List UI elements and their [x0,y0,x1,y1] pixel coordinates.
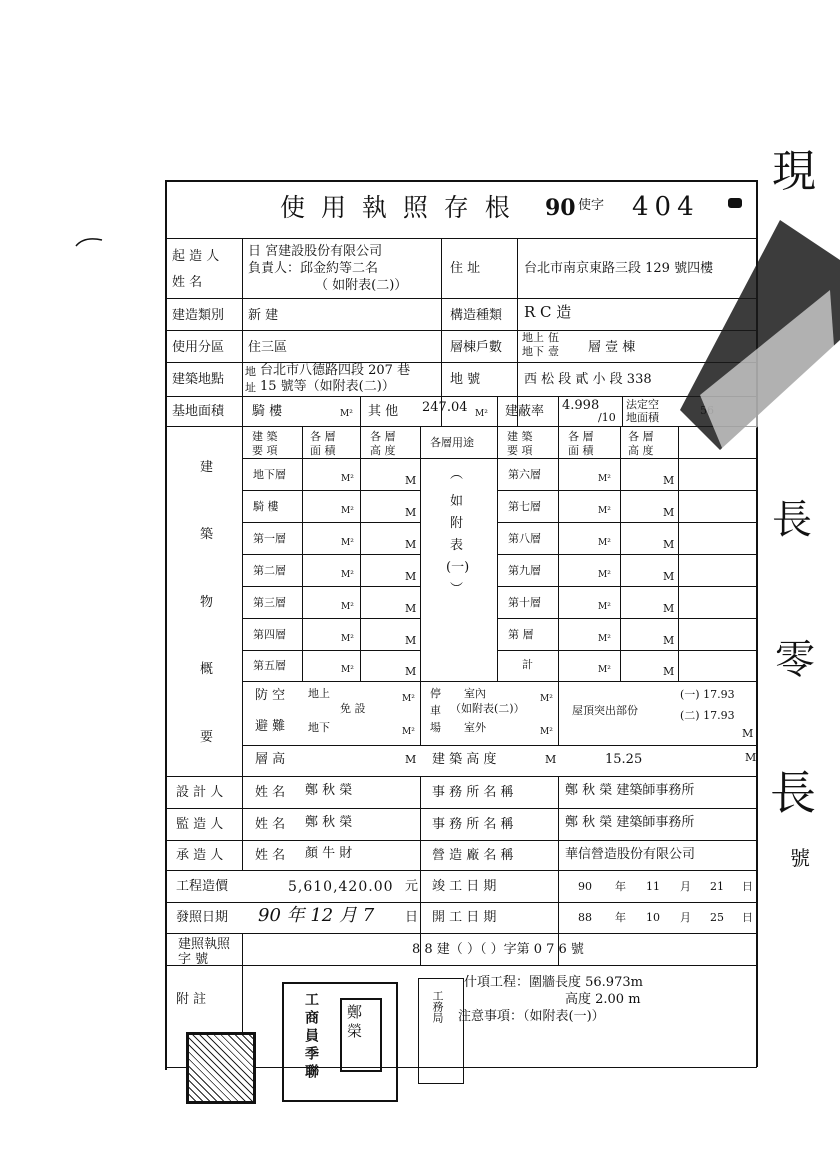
notes-line-2: 高度 2.00 m [565,992,641,1007]
structure-label: 構造種類 [450,308,503,323]
unit-m2: M² [341,634,354,644]
unit-m: M [405,634,417,647]
zone-value: 住三區 [248,340,288,355]
base-area-label: 基地面積 [172,404,225,419]
finish-date-part: 年 [615,880,626,893]
unit-m2: M² [540,727,553,737]
cost-value: 5,610,420.00 [288,879,394,895]
cost-unit: 元 [405,879,419,894]
margin-char: 號 [790,846,810,870]
building-side-char: 物 [200,595,214,610]
permit-number: 404 [632,192,700,222]
floor-label-right: 第六層 [508,468,541,481]
other-unit: M² [475,409,488,419]
margin-mark-stroke [76,239,102,246]
unit-m: M [663,506,675,519]
zone-label: 使用分區 [172,340,225,355]
approval-stamp-text: 工商員季聯 [303,992,319,1082]
unit-m2: M² [598,538,611,548]
lot-value: 西 松 段 貳 小 段 338 [524,372,652,387]
finish-date-part: 月 [680,880,691,893]
parking-indoor: 室內 [464,687,486,700]
margin-mark [74,234,104,248]
unit-m: M [663,538,675,551]
floor-label-right: 第七層 [508,500,541,513]
name-seal-text: 鄭榮 [345,1004,363,1042]
building-side-char: 築 [200,527,214,542]
floor-label-right: 第九層 [508,564,541,577]
parking-indoor-note: （如附表(二)） [450,702,525,715]
finish-date-part: 90 [578,880,592,893]
floors-tail: 層 壹 棟 [588,340,636,355]
start-date-part: 25 [710,911,724,924]
finish-date-part: 21 [710,880,724,893]
unit-m2: M² [341,602,354,612]
applicant-note: （ 如附表(二)） [315,278,408,293]
unit-m2: M² [598,665,611,675]
shelter-label: 避 難 [255,719,286,734]
building-side-char: 概 [200,662,214,677]
floors-label: 層棟戶數 [450,340,503,355]
below-ground-label: 地下 [522,345,544,358]
col-height-header: 各 層 [628,430,654,443]
use-note-char: 表 [450,538,464,553]
lot-label: 地 號 [450,372,481,387]
start-date-part: 年 [615,911,626,924]
arcade-unit: M² [340,409,353,419]
other-value: 247.04 [422,400,468,415]
unit-m: M [545,753,557,766]
issue-date-day: 日 [405,910,419,925]
corner-seal-mark [660,220,840,500]
notes-line-1: 什項工程：圍牆長度 56.973m [464,975,643,990]
use-note-char: 如 [450,494,464,509]
square-seal [186,1032,256,1104]
col-area-header: 各 層 [310,430,336,443]
use-note-char: (一) [446,560,470,575]
build-type-label: 建造類別 [172,308,225,323]
build-type-value: 新 建 [248,308,279,323]
supervisor-office: 鄭 秋 榮 建築師事務所 [565,815,695,830]
unit-m2: M² [598,634,611,644]
unit-m: M [405,602,417,615]
margin-char: 長 [770,766,816,820]
supervisor-name: 鄭 秋 榮 [305,815,353,830]
designer-office: 鄭 秋 榮 建築師事務所 [565,783,695,798]
unit-m: M [663,602,675,615]
document-title: 使 用 執 照 存 根 [280,193,514,222]
unit-m2: M² [598,602,611,612]
contractor-firm: 華信營造股份有限公司 [565,847,696,862]
above-ground-label: 地上 [522,331,544,344]
unit-m2: M² [402,694,415,704]
unit-m: M [405,474,417,487]
start-date-part: 日 [742,911,753,924]
col-area-header: 面 積 [310,444,336,457]
unit-m2: M² [598,506,611,516]
site-address-line2: 15 號等（如附表(二)） [260,379,395,394]
unit-m2: M² [540,694,553,704]
coverage-value: 4.998 [562,398,600,413]
building-height-label: 建 築 高 度 [432,752,497,767]
use-note-char: ︵ [450,467,464,482]
applicant-representative: 負責人：邱金約等二名 [248,261,379,276]
address-label: 住 址 [450,261,481,276]
applicant-address: 台北市南京東路三段 129 號四樓 [524,261,714,276]
unit-m: M [405,506,417,519]
site-label: 建築地點 [172,372,225,387]
roof-value-1: (一) 17.93 [680,688,735,701]
roof-label: 屋頂突出部份 [572,704,638,717]
floor-height-label: 層 高 [255,752,286,767]
floor-label-right: 計 [522,658,533,671]
unit-m: M [663,570,675,583]
start-date-part: 10 [646,911,660,924]
site-addr-char-a: 地 [245,365,256,378]
cost-label: 工程造價 [176,879,229,894]
finish-date-part: 11 [646,880,660,893]
unit-m: M [405,753,417,766]
unit-m: M [405,538,417,551]
unit-m: M [663,665,675,678]
col-height-header: 高 度 [628,444,654,457]
shelter-label: 防 空 [255,688,286,703]
shelter-above: 地上 [308,687,330,700]
permit-label: 建照執照 [178,937,231,952]
col-item-header: 建 築 [507,430,533,443]
col-item-header: 建 築 [252,430,278,443]
col-area-header: 面 積 [568,444,594,457]
contractor-label: 承 造 人 [176,848,224,863]
parking-char: 場 [430,721,441,734]
unit-m2: M² [598,474,611,484]
building-height-value: 15.25 [605,752,643,767]
supervisor-office-label: 事 務 所 名 稱 [432,817,514,832]
margin-char: 現 [772,146,816,197]
permit-word: 使字 [578,198,605,213]
use-note-char: ︶ [450,582,464,597]
parking-char: 車 [430,704,441,717]
site-addr-char-b: 址 [245,381,256,394]
site-area-label: 地面積 [626,411,659,424]
col-item-header: 要 項 [252,444,278,457]
floor-label-left: 騎 樓 [253,500,279,513]
coverage-denominator: /10 [598,411,616,424]
unit-m2: M² [341,474,354,484]
col-item-header: 要 項 [507,444,533,457]
shelter-below: 地下 [308,721,330,734]
finish-date-part: 日 [742,880,753,893]
floor-label-right: 第十層 [508,596,541,609]
applicant-name-label: 姓 名 [172,275,203,290]
supervisor-name-label: 姓 名 [255,817,286,832]
margin-char: 長 [772,497,812,543]
other-label: 其 他 [368,404,399,419]
margin-char: 零 [775,637,815,683]
col-area-header: 各 層 [568,430,594,443]
unit-m: M [405,665,417,678]
structure-value: R C 造 [524,303,572,321]
arcade-label: 騎 樓 [252,404,283,419]
col-use-header: 各層用途 [430,436,474,449]
shelter-exempt: 免 設 [340,702,366,715]
parking-char: 停 [430,687,441,700]
office-stamp-text: 工務局 [431,990,444,1023]
floor-label-left: 第二層 [253,564,286,577]
floor-label-right: 第 層 [508,628,534,641]
site-address-line1: 台北市八德路四段 207 巷 [260,363,411,378]
applicant-company: 日 宮建設股份有限公司 [248,244,383,259]
floor-label-left: 第三層 [253,596,286,609]
unit-m2: M² [341,538,354,548]
start-date-part: 88 [578,911,592,924]
floor-label-left: 地下層 [253,468,286,481]
issue-date-handwritten: 90 年 12 月 7 [258,905,375,926]
notes-line-3: 注意事項：（如附表(一)） [458,1009,605,1024]
floor-label-left: 第四層 [253,628,286,641]
col-height-header: 各 層 [370,430,396,443]
unit-m: M [745,751,757,764]
floor-label-left: 第一層 [253,532,286,545]
floor-label-right: 第八層 [508,532,541,545]
designer-name: 鄭 秋 榮 [305,783,353,798]
unit-m2: M² [341,665,354,675]
start-date-label: 開 工 日 期 [432,910,497,925]
below-ground-count: 壹 [548,345,559,358]
legal-space-label: 法定空 [626,398,659,411]
col-height-header: 高 度 [370,444,396,457]
designer-label: 設 計 人 [176,785,224,800]
notes-label: 附 註 [176,992,207,1007]
finish-date-label: 竣 工 日 期 [432,879,497,894]
building-side-char: 要 [200,730,214,745]
issue-date-label: 發照日期 [176,910,229,925]
contractor-name: 顏 牛 財 [305,846,353,861]
designer-office-label: 事 務 所 名 稱 [432,785,514,800]
permit-label: 字 號 [178,952,209,967]
unit-m: M [742,727,754,740]
unit-m2: M² [341,570,354,580]
unit-m: M [663,474,675,487]
unit-m2: M² [341,506,354,516]
use-note-char: 附 [450,516,464,531]
above-ground-count: 伍 [548,331,559,344]
floor-label-left: 第五層 [253,659,286,672]
roof-value-2: (二) 17.93 [680,709,735,722]
year-number: 90 [545,195,576,221]
building-side-char: 建 [200,460,214,475]
unit-m2: M² [402,727,415,737]
unit-m: M [663,634,675,647]
contractor-firm-label: 營 造 廠 名 稱 [432,848,514,863]
designer-name-label: 姓 名 [255,785,286,800]
applicant-label: 起 造 人 [172,249,220,264]
unit-m2: M² [598,570,611,580]
unit-m: M [405,570,417,583]
permit-number-text: 8 8 建（ ）（ ）字第 0 7 6 號 [412,942,584,957]
supervisor-label: 監 造 人 [176,817,224,832]
start-date-part: 月 [680,911,691,924]
coverage-label: 建蔽率 [505,404,545,419]
parking-outdoor: 室外 [464,721,486,734]
contractor-name-label: 姓 名 [255,848,286,863]
ink-mark [728,198,742,208]
